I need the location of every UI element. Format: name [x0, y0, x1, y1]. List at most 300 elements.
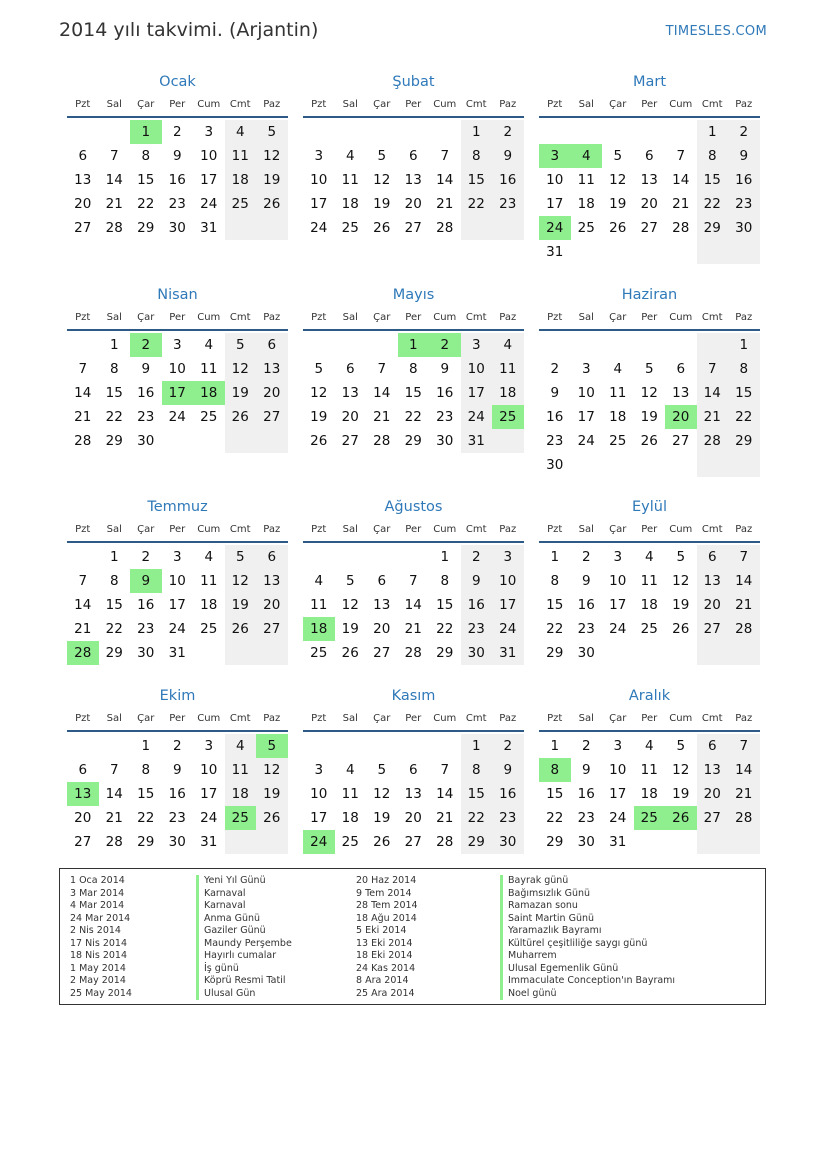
day-cell: 18 — [193, 381, 225, 405]
day-cell: 5 — [613, 148, 623, 164]
weekday-label: Çar — [137, 713, 155, 724]
holiday-date: 25 May 2014 — [70, 987, 132, 999]
weekday-label: Per — [405, 312, 422, 323]
weekday-label: Per — [641, 312, 658, 323]
day-cell: 5 — [377, 148, 387, 164]
day-cell: 28 — [105, 834, 123, 850]
day-cell: 26 — [256, 192, 288, 216]
weekday-label: Paz — [735, 713, 753, 724]
day-cell: 23 — [546, 433, 564, 449]
empty-cell — [665, 453, 697, 477]
day-cell: 21 — [436, 810, 454, 826]
empty-cell — [67, 545, 99, 569]
day-cell: 30 — [137, 645, 155, 661]
weekday-label: Cum — [197, 524, 221, 535]
weekday-label: Pzt — [311, 713, 327, 724]
day-cell: 9 — [130, 569, 162, 593]
day-cell: 1 — [130, 120, 162, 144]
empty-cell — [571, 333, 603, 357]
day-cell: 3 — [613, 549, 623, 565]
weekday-label: Cum — [197, 99, 221, 110]
day-cell: 6 — [697, 545, 729, 569]
day-cell: 21 — [404, 621, 422, 637]
holiday-date: 3 Mar 2014 — [70, 887, 125, 899]
day-cell: 14 — [373, 385, 391, 401]
day-cell: 27 — [341, 433, 359, 449]
day-cell: 24 — [168, 409, 186, 425]
day-cell: 28 — [728, 617, 760, 641]
day-cell: 4 — [644, 738, 654, 754]
day-cell: 25 — [492, 405, 524, 429]
page-title: 2014 yılı takvimi. (Arjantin) — [59, 19, 319, 41]
month-name: Ağustos — [384, 499, 443, 515]
weekday-label: Sal — [342, 524, 358, 535]
day-cell: 20 — [74, 196, 92, 212]
day-cell: 2 — [141, 549, 151, 565]
day-cell: 2 — [130, 333, 162, 357]
day-cell: 30 — [546, 457, 564, 473]
weekday-label: Çar — [609, 312, 627, 323]
weekday-label: Cmt — [701, 99, 723, 110]
day-cell: 8 — [408, 361, 418, 377]
day-cell: 1 — [550, 549, 560, 565]
day-cell: 25 — [225, 192, 257, 216]
day-cell: 16 — [546, 409, 564, 425]
holiday-date: 4 Mar 2014 — [70, 900, 125, 911]
holiday-date: 28 Tem 2014 — [356, 900, 418, 911]
day-cell: 13 — [341, 385, 359, 401]
day-cell: 15 — [137, 786, 155, 802]
weekday-label: Per — [405, 713, 422, 724]
day-grid — [539, 120, 760, 264]
empty-cell — [602, 240, 634, 264]
day-cell: 31 — [200, 220, 218, 236]
day-cell: 4 — [644, 549, 654, 565]
empty-cell — [398, 120, 430, 144]
day-cell: 28 — [672, 220, 690, 236]
empty-cell — [256, 429, 288, 453]
empty-cell — [665, 641, 697, 665]
day-cell: 22 — [461, 192, 493, 216]
weekday-label: Çar — [373, 99, 391, 110]
day-cell: 31 — [200, 834, 218, 850]
day-cell: 21 — [105, 196, 123, 212]
day-cell: 29 — [105, 645, 123, 661]
day-cell: 18 — [303, 617, 335, 641]
day-cell: 10 — [310, 786, 328, 802]
day-cell: 23 — [168, 196, 186, 212]
empty-cell — [256, 216, 288, 240]
day-cell: 21 — [74, 621, 92, 637]
day-cell: 15 — [461, 168, 493, 192]
day-cell: 26 — [640, 433, 658, 449]
day-cell: 3 — [314, 762, 324, 778]
day-cell: 28 — [697, 429, 729, 453]
weekday-label: Sal — [578, 524, 594, 535]
day-cell: 31 — [461, 429, 493, 453]
day-cell: 16 — [728, 168, 760, 192]
day-cell: 15 — [436, 597, 454, 613]
day-cell: 14 — [672, 172, 690, 188]
empty-cell — [335, 333, 367, 357]
holiday-name: Saint Martin Günü — [500, 913, 675, 926]
holiday-name: Noel günü — [500, 988, 675, 1001]
day-cell: 12 — [225, 569, 257, 593]
holiday-name: Yaramazlık Bayramı — [500, 925, 675, 938]
day-cell: 17 — [609, 597, 627, 613]
day-cell: 9 — [492, 144, 524, 168]
holiday-name: Yeni Yıl Günü — [196, 875, 292, 888]
empty-cell — [303, 734, 335, 758]
holiday-date: 18 Ağu 2014 — [356, 912, 417, 924]
day-cell: 24 — [168, 621, 186, 637]
day-cell: 15 — [546, 786, 564, 802]
weekday-label: Paz — [263, 312, 281, 323]
weekday-header — [539, 519, 760, 543]
day-cell: 10 — [609, 762, 627, 778]
day-cell: 7 — [78, 573, 88, 589]
empty-cell — [429, 734, 461, 758]
day-cell: 22 — [697, 192, 729, 216]
day-cell: 28 — [373, 433, 391, 449]
day-cell: 19 — [256, 168, 288, 192]
day-cell: 11 — [640, 573, 658, 589]
day-cell: 1 — [461, 734, 493, 758]
day-cell: 10 — [200, 148, 218, 164]
day-cell: 17 — [310, 196, 328, 212]
day-cell: 12 — [672, 573, 690, 589]
weekday-label: Çar — [373, 524, 391, 535]
weekday-header — [539, 94, 760, 118]
day-cell: 10 — [310, 172, 328, 188]
day-cell: 10 — [168, 361, 186, 377]
weekday-header — [67, 708, 288, 732]
empty-cell — [225, 830, 257, 854]
day-cell: 18 — [225, 168, 257, 192]
day-cell: 24 — [539, 216, 571, 240]
holiday-name: Karnaval — [196, 900, 292, 913]
weekday-label: Cum — [669, 312, 693, 323]
day-cell: 2 — [581, 738, 591, 754]
day-cell: 23 — [577, 621, 595, 637]
holiday-date: 5 Eki 2014 — [356, 925, 407, 936]
empty-cell — [193, 641, 225, 665]
day-cell: 23 — [168, 810, 186, 826]
day-cell: 5 — [256, 120, 288, 144]
day-cell: 25 — [310, 645, 328, 661]
empty-cell — [571, 240, 603, 264]
day-cell: 21 — [728, 782, 760, 806]
weekday-label: Pzt — [75, 312, 91, 323]
holiday-date: 18 Eki 2014 — [356, 950, 413, 961]
day-cell: 30 — [168, 834, 186, 850]
weekday-label: Cmt — [465, 524, 487, 535]
day-cell: 7 — [109, 762, 119, 778]
day-cell: 17 — [461, 381, 493, 405]
day-cell: 4 — [204, 337, 214, 353]
day-cell: 17 — [609, 786, 627, 802]
day-cell: 13 — [697, 569, 729, 593]
day-cell: 11 — [341, 172, 359, 188]
day-cell: 26 — [665, 806, 697, 830]
day-grid — [303, 545, 524, 665]
day-cell: 3 — [204, 738, 214, 754]
holiday-date: 9 Tem 2014 — [356, 887, 412, 899]
empty-cell — [728, 641, 760, 665]
weekday-label: Pzt — [75, 524, 91, 535]
weekday-label: Per — [405, 524, 422, 535]
day-cell: 29 — [404, 433, 422, 449]
empty-cell — [225, 641, 257, 665]
day-cell: 27 — [640, 220, 658, 236]
day-cell: 21 — [672, 196, 690, 212]
holiday-name: Muharrem — [500, 950, 675, 963]
day-cell: 22 — [461, 806, 493, 830]
day-cell: 28 — [436, 834, 454, 850]
day-cell: 12 — [310, 385, 328, 401]
holiday-date: 2 May 2014 — [70, 975, 126, 986]
day-cell: 5 — [225, 333, 257, 357]
day-cell: 4 — [492, 333, 524, 357]
day-cell: 18 — [577, 196, 595, 212]
day-cell: 21 — [105, 810, 123, 826]
holiday-name: Ramazan sonu — [500, 900, 675, 913]
day-cell: 5 — [256, 734, 288, 758]
day-cell: 11 — [200, 361, 218, 377]
holiday-date: 24 Mar 2014 — [70, 912, 131, 924]
day-cell: 8 — [109, 573, 119, 589]
day-cell: 25 — [577, 220, 595, 236]
day-cell: 17 — [162, 381, 194, 405]
empty-cell — [398, 545, 430, 569]
day-cell: 25 — [341, 220, 359, 236]
day-cell: 11 — [640, 762, 658, 778]
day-cell: 2 — [429, 333, 461, 357]
weekday-label: Cum — [433, 312, 457, 323]
day-cell: 9 — [581, 573, 591, 589]
day-cell: 8 — [440, 573, 450, 589]
day-cell: 19 — [373, 810, 391, 826]
empty-cell — [398, 734, 430, 758]
day-cell: 3 — [492, 545, 524, 569]
weekday-label: Sal — [578, 312, 594, 323]
weekday-label: Cum — [197, 713, 221, 724]
day-cell: 12 — [225, 357, 257, 381]
empty-cell — [256, 830, 288, 854]
day-cell: 8 — [141, 762, 151, 778]
weekday-label: Cum — [197, 312, 221, 323]
weekday-header — [67, 307, 288, 331]
day-cell: 30 — [492, 830, 524, 854]
day-cell: 25 — [609, 433, 627, 449]
day-cell: 2 — [461, 545, 493, 569]
day-cell: 27 — [672, 433, 690, 449]
day-cell: 3 — [581, 361, 591, 377]
month-name: Mayıs — [392, 287, 435, 303]
site-link[interactable]: TIMESLES.COM — [665, 24, 767, 39]
holiday-date: 18 Nis 2014 — [70, 950, 127, 961]
month-calendar — [539, 72, 760, 264]
day-cell: 9 — [461, 569, 493, 593]
weekday-label: Sal — [106, 312, 122, 323]
day-cell: 28 — [404, 645, 422, 661]
day-cell: 3 — [172, 337, 182, 353]
day-cell: 10 — [168, 573, 186, 589]
holiday-list — [59, 868, 766, 1005]
month-calendar — [303, 686, 524, 854]
day-cell: 10 — [546, 172, 564, 188]
day-cell: 27 — [697, 806, 729, 830]
empty-cell — [335, 120, 367, 144]
day-cell: 12 — [373, 172, 391, 188]
day-cell: 20 — [373, 621, 391, 637]
weekday-header — [539, 708, 760, 732]
day-cell: 22 — [546, 621, 564, 637]
day-cell: 17 — [310, 810, 328, 826]
day-cell: 15 — [404, 385, 422, 401]
holiday-name: İş günü — [196, 963, 292, 976]
day-cell: 4 — [225, 734, 257, 758]
weekday-label: Pzt — [311, 312, 327, 323]
day-grid — [67, 734, 288, 854]
day-cell: 19 — [609, 196, 627, 212]
holiday-name-column — [500, 875, 675, 1000]
empty-cell — [162, 429, 194, 453]
day-grid — [539, 333, 760, 477]
holiday-name: Gaziler Günü — [196, 925, 292, 938]
day-cell: 28 — [67, 641, 99, 665]
holiday-date-column — [356, 875, 418, 1000]
day-cell: 26 — [373, 834, 391, 850]
day-cell: 5 — [225, 545, 257, 569]
day-cell: 13 — [256, 357, 288, 381]
weekday-label: Sal — [342, 713, 358, 724]
day-cell: 24 — [609, 621, 627, 637]
day-cell: 13 — [697, 758, 729, 782]
day-cell: 3 — [172, 549, 182, 565]
holiday-date: 24 Kas 2014 — [356, 962, 416, 974]
day-cell: 27 — [373, 645, 391, 661]
day-cell: 25 — [225, 806, 257, 830]
day-cell: 6 — [697, 734, 729, 758]
day-cell: 1 — [440, 549, 450, 565]
day-cell: 19 — [310, 409, 328, 425]
empty-cell — [571, 120, 603, 144]
day-cell: 23 — [137, 621, 155, 637]
day-cell: 25 — [634, 806, 666, 830]
weekday-label: Çar — [137, 99, 155, 110]
holiday-name: Karnaval — [196, 888, 292, 901]
weekday-label: Cmt — [229, 713, 251, 724]
empty-cell — [728, 453, 760, 477]
day-cell: 1 — [141, 738, 151, 754]
day-cell: 11 — [609, 385, 627, 401]
day-cell: 21 — [373, 409, 391, 425]
day-cell: 9 — [440, 361, 450, 377]
day-cell: 20 — [640, 196, 658, 212]
day-cell: 2 — [581, 549, 591, 565]
weekday-label: Paz — [263, 713, 281, 724]
day-cell: 9 — [581, 762, 591, 778]
day-cell: 22 — [546, 810, 564, 826]
day-cell: 27 — [256, 617, 288, 641]
day-cell: 10 — [577, 385, 595, 401]
day-cell: 5 — [644, 361, 654, 377]
weekday-label: Cmt — [465, 312, 487, 323]
empty-cell — [225, 429, 257, 453]
day-cell: 18 — [341, 810, 359, 826]
day-cell: 18 — [341, 196, 359, 212]
day-cell: 30 — [137, 433, 155, 449]
day-cell: 17 — [168, 597, 186, 613]
day-cell: 16 — [137, 597, 155, 613]
day-cell: 27 — [404, 220, 422, 236]
weekday-label: Per — [169, 99, 186, 110]
day-cell: 15 — [728, 381, 760, 405]
day-cell: 27 — [697, 617, 729, 641]
day-cell: 1 — [109, 549, 119, 565]
weekday-label: Çar — [609, 713, 627, 724]
day-cell: 29 — [728, 429, 760, 453]
empty-cell — [67, 120, 99, 144]
day-cell: 29 — [105, 433, 123, 449]
day-cell: 29 — [137, 220, 155, 236]
weekday-label: Çar — [137, 312, 155, 323]
day-cell: 19 — [640, 409, 658, 425]
day-cell: 19 — [672, 786, 690, 802]
day-cell: 21 — [436, 196, 454, 212]
empty-cell — [634, 120, 666, 144]
day-cell: 19 — [225, 381, 257, 405]
weekday-label: Cmt — [229, 312, 251, 323]
holiday-name: Bayrak günü — [500, 875, 675, 888]
day-cell: 3 — [539, 144, 571, 168]
weekday-label: Cum — [433, 713, 457, 724]
empty-cell — [665, 830, 697, 854]
day-cell: 19 — [373, 196, 391, 212]
day-cell: 16 — [577, 597, 595, 613]
weekday-label: Paz — [735, 99, 753, 110]
day-cell: 17 — [492, 593, 524, 617]
day-cell: 16 — [168, 786, 186, 802]
empty-cell — [303, 545, 335, 569]
day-cell: 30 — [728, 216, 760, 240]
day-cell: 22 — [105, 621, 123, 637]
day-cell: 17 — [200, 172, 218, 188]
month-name: Temmuz — [147, 499, 208, 515]
day-cell: 7 — [676, 148, 686, 164]
day-cell: 25 — [200, 621, 218, 637]
month-calendar — [539, 497, 760, 665]
day-cell: 7 — [78, 361, 88, 377]
day-cell: 14 — [74, 597, 92, 613]
month-name: Haziran — [621, 287, 678, 303]
empty-cell — [634, 333, 666, 357]
day-cell: 10 — [200, 762, 218, 778]
weekday-label: Sal — [106, 99, 122, 110]
weekday-label: Çar — [373, 713, 391, 724]
day-cell: 20 — [256, 381, 288, 405]
weekday-label: Cmt — [701, 312, 723, 323]
weekday-label: Paz — [263, 99, 281, 110]
day-cell: 18 — [492, 381, 524, 405]
day-cell: 26 — [225, 617, 257, 641]
weekday-header — [303, 307, 524, 331]
day-grid — [303, 120, 524, 240]
day-cell: 18 — [609, 409, 627, 425]
holiday-name-column — [196, 875, 292, 1000]
empty-cell — [366, 333, 398, 357]
